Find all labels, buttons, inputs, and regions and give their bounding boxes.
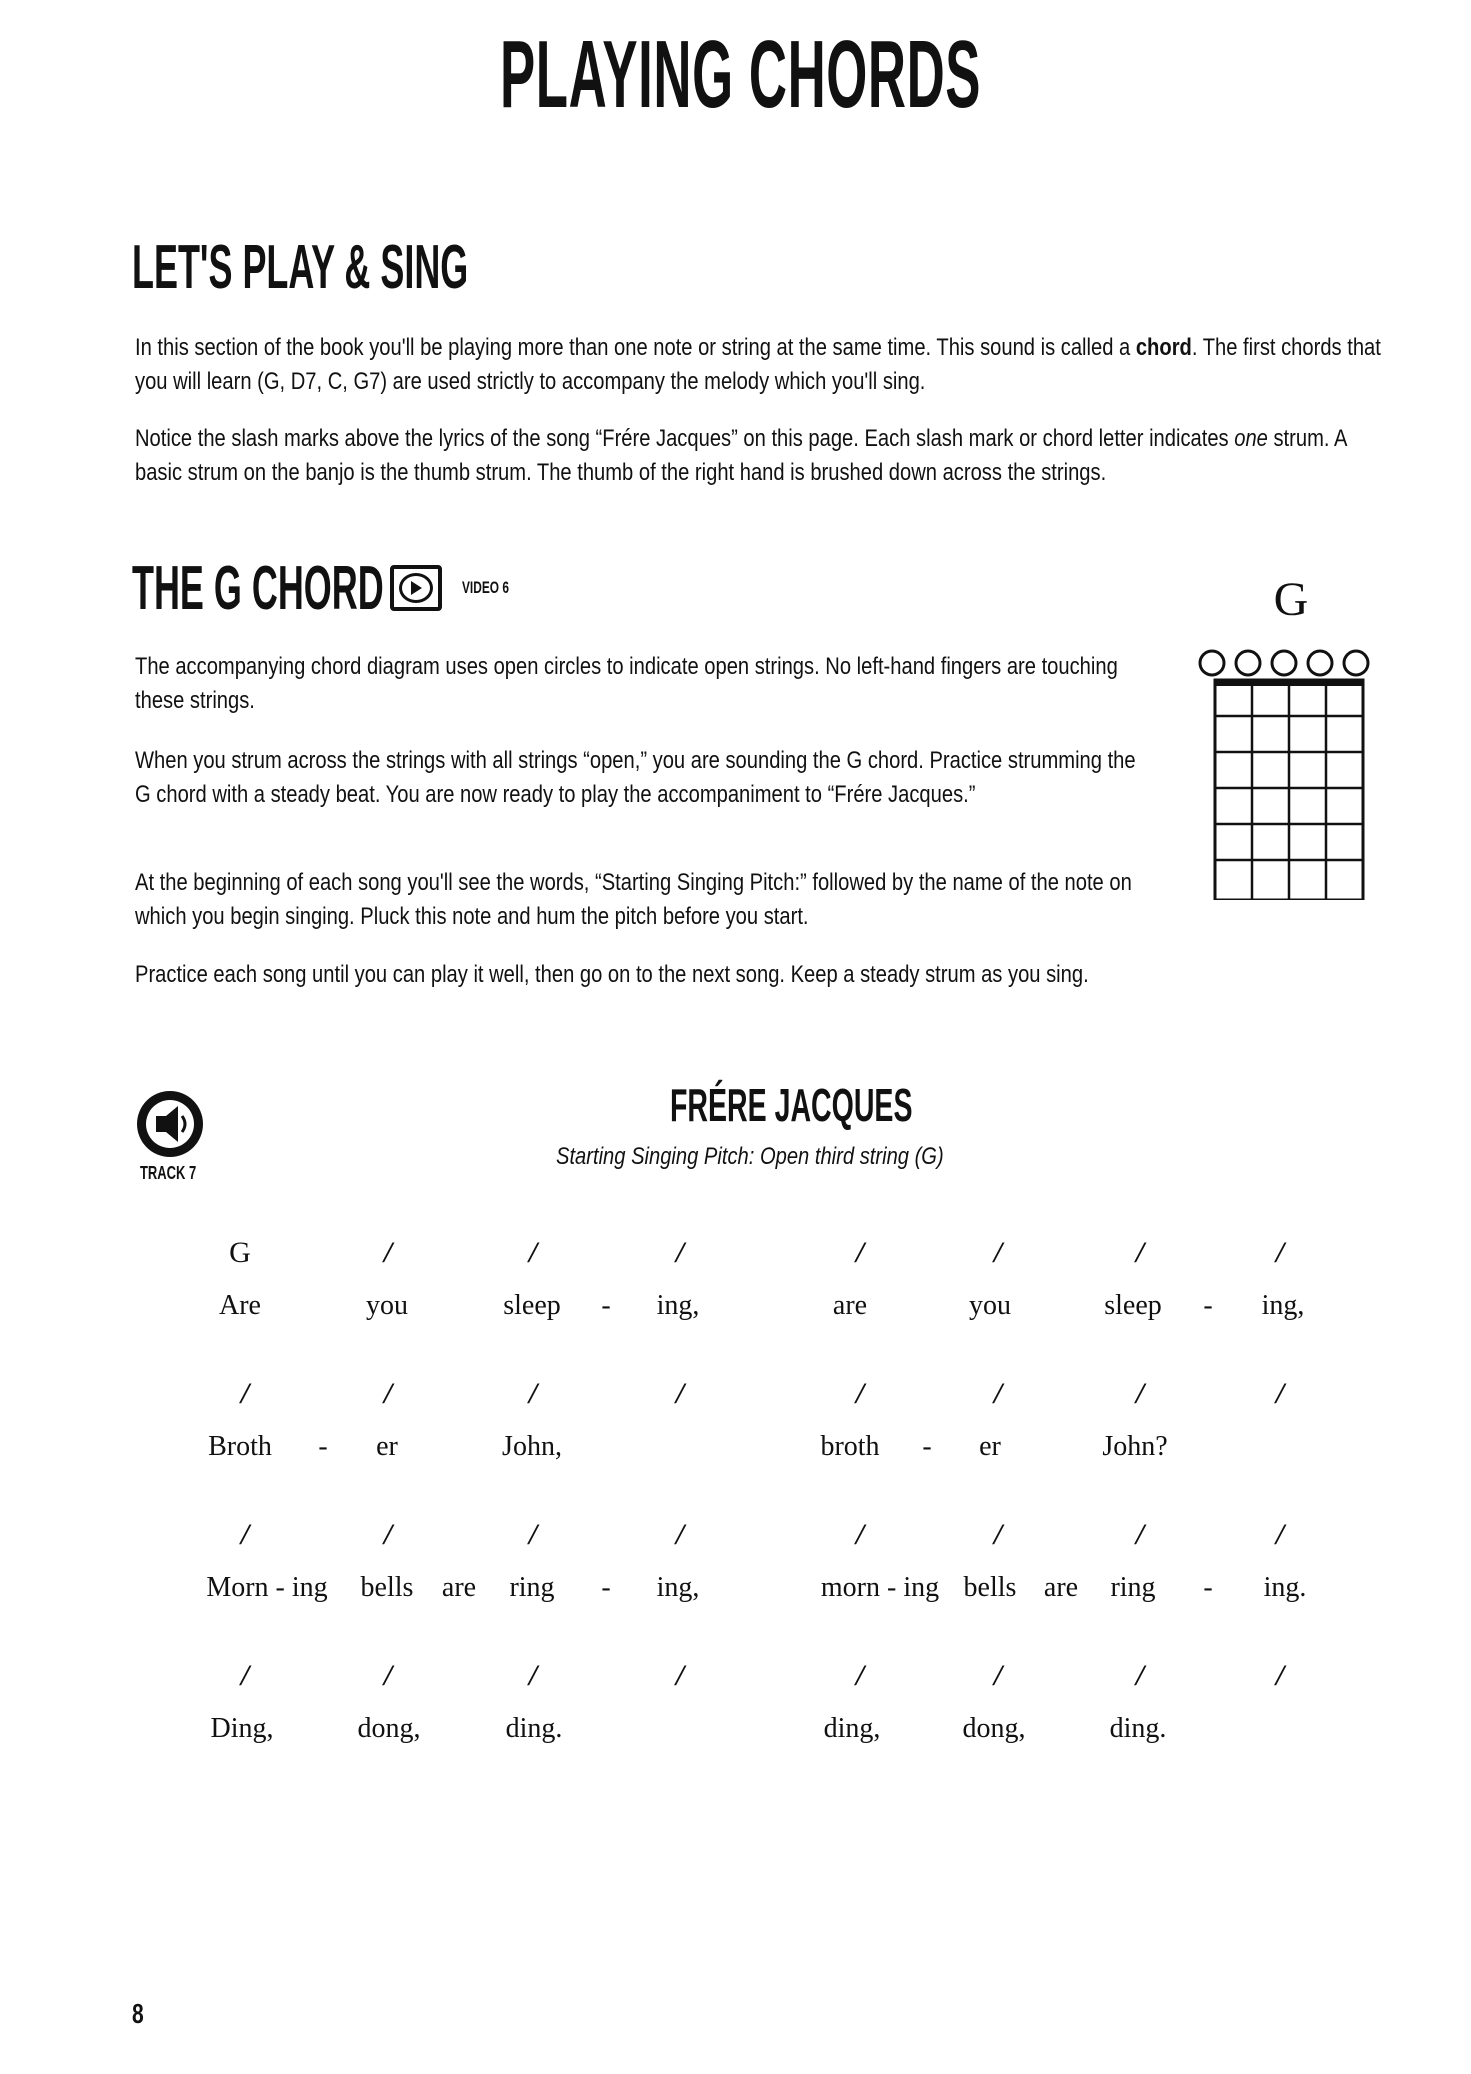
intro-text-1b: . The first chords that you will learn (G, D7, C, G7) are used strictly to accompany the melody which you'll sing. xyxy=(135,334,1381,395)
lyric-syllable: ing, xyxy=(656,1290,700,1321)
strum-mark: / xyxy=(240,1377,250,1410)
strum-mark: / xyxy=(993,1377,1003,1410)
intro-text-2b: strum. A basic strum on the banjo is the thumb strum. The thumb of the right hand is brushed down across the strings. xyxy=(135,425,1347,486)
lyric-syllable: Ding, xyxy=(210,1713,274,1744)
song-starting-pitch: Starting Singing Pitch: Open third string (G) xyxy=(556,1143,944,1170)
intro-paragraph-2 xyxy=(135,422,1395,490)
lyric-syllable: er xyxy=(979,1431,1001,1462)
lyric-syllable: ring xyxy=(1110,1572,1156,1603)
strum-mark: / xyxy=(855,1377,865,1410)
open-string-circle xyxy=(1308,651,1332,675)
strum-mark: / xyxy=(993,1518,1003,1551)
strum-mark: / xyxy=(528,1236,538,1269)
open-string-circle xyxy=(1200,651,1224,675)
lyric-syllable: bells xyxy=(360,1572,414,1603)
lyric-syllable: ding. xyxy=(1109,1713,1167,1744)
strum-mark: / xyxy=(383,1377,393,1410)
strum-mark: / xyxy=(528,1377,538,1410)
g-chord-text-2: When you strum across the strings with all strings “open,” you are sounding the G chord. Practice strumming the G chord with a steady beat. You are now ready to play the accompaniment to “Frére Jacques.” xyxy=(135,747,1136,808)
play-video-icon[interactable] xyxy=(390,565,442,611)
strum-mark: / xyxy=(528,1518,538,1551)
lyric-syllable: dong, xyxy=(357,1713,421,1744)
lyric-syllable: ding. xyxy=(505,1713,563,1744)
strum-mark: / xyxy=(1135,1659,1145,1692)
section-title-play-sing: LET'S PLAY & SING xyxy=(132,233,469,302)
lyric-syllable: Are xyxy=(219,1290,261,1321)
audio-speaker-icon[interactable] xyxy=(134,1088,206,1160)
strum-mark: / xyxy=(1135,1377,1145,1410)
open-string-circle xyxy=(1344,651,1368,675)
intro-text-chord-bold: chord xyxy=(1135,334,1192,361)
video-label: VIDEO 6 xyxy=(462,578,509,597)
section-title-g-chord: THE G CHORD xyxy=(132,554,384,623)
intro-text-one-italic: one xyxy=(1234,425,1268,452)
lyric-hyphen: - xyxy=(1203,1290,1213,1321)
strum-mark: / xyxy=(1275,1236,1285,1269)
lyric-syllable: ring xyxy=(509,1572,555,1603)
strum-mark: / xyxy=(1275,1659,1285,1692)
lyric-hyphen: - xyxy=(601,1290,611,1321)
lyric-syllable: ding, xyxy=(823,1713,881,1744)
lyric-syllable: broth xyxy=(820,1431,880,1462)
strum-mark: / xyxy=(993,1236,1003,1269)
strum-mark: / xyxy=(1275,1518,1285,1551)
g-chord-diagram xyxy=(1185,580,1385,900)
strum-mark: / xyxy=(993,1659,1003,1692)
lyric-hyphen: - xyxy=(1203,1572,1213,1603)
strum-mark: / xyxy=(1135,1236,1145,1269)
lyric-syllable: Broth xyxy=(208,1431,272,1462)
g-chord-text-1: The accompanying chord diagram uses open circles to indicate open strings. No left-hand fingers are touching these strings. xyxy=(135,653,1118,714)
strum-mark: / xyxy=(240,1518,250,1551)
g-chord-paragraph-4 xyxy=(135,958,1375,992)
lyric-syllable: ing. xyxy=(1263,1572,1307,1603)
strum-mark: / xyxy=(1135,1518,1145,1551)
lyric-syllable: dong, xyxy=(962,1713,1026,1744)
page-title: PLAYING CHORDS xyxy=(500,21,982,128)
lyric-syllable: morn - ing xyxy=(820,1572,940,1603)
intro-text-1a: In this section of the book you'll be playing more than one note or string at the same time. This sound is called a xyxy=(135,334,1136,361)
g-chord-text-3: At the beginning of each song you'll see the words, “Starting Singing Pitch:” followed by the name of the note on which you begin singing. Pluck this note and hum the pitch before you start. xyxy=(135,869,1132,930)
g-chord-paragraph-2 xyxy=(135,744,1145,812)
fretboard-grid xyxy=(1215,680,1363,900)
intro-paragraph-1 xyxy=(135,331,1395,399)
g-chord-paragraph-3 xyxy=(135,866,1145,934)
open-string-circles xyxy=(1200,651,1368,675)
lyric-hyphen: - xyxy=(601,1572,611,1603)
lyric-syllable: sleep xyxy=(503,1290,561,1321)
strum-mark: / xyxy=(675,1659,685,1692)
lyric-syllable: er xyxy=(376,1431,398,1462)
strum-mark: / xyxy=(528,1659,538,1692)
lyric-syllable: you xyxy=(969,1290,1011,1321)
page-number: 8 xyxy=(132,1998,144,2029)
strum-mark: / xyxy=(855,1236,865,1269)
lyric-syllable: are xyxy=(1043,1572,1079,1603)
strum-mark: / xyxy=(675,1377,685,1410)
lyric-hyphen: - xyxy=(922,1431,932,1462)
chord-mark: G xyxy=(229,1236,251,1269)
g-chord-text-4: Practice each song until you can play it well, then go on to the next song. Keep a steady strum as you sing. xyxy=(135,961,1089,988)
track-label: TRACK 7 xyxy=(140,1163,197,1183)
lyric-syllable: ing, xyxy=(1261,1290,1305,1321)
strum-mark: / xyxy=(383,1659,393,1692)
strum-mark: / xyxy=(240,1659,250,1692)
open-string-circle xyxy=(1236,651,1260,675)
lyric-syllable: sleep xyxy=(1104,1290,1162,1321)
strum-mark: / xyxy=(675,1518,685,1551)
strum-mark: / xyxy=(855,1659,865,1692)
lyric-syllable: ing, xyxy=(656,1572,700,1603)
strum-mark: / xyxy=(855,1518,865,1551)
lyric-syllable: are xyxy=(832,1290,868,1321)
lyric-syllable: you xyxy=(366,1290,408,1321)
lyric-syllable: bells xyxy=(963,1572,1017,1603)
lyric-syllable: John, xyxy=(502,1431,562,1462)
song-title: FRÉRE JACQUES xyxy=(670,1079,913,1131)
lyric-hyphen: - xyxy=(318,1431,328,1462)
lyric-syllable: Morn - ing xyxy=(206,1572,328,1603)
open-string-circle xyxy=(1272,651,1296,675)
strum-mark: / xyxy=(383,1236,393,1269)
strum-mark: / xyxy=(1275,1377,1285,1410)
strum-mark: / xyxy=(383,1518,393,1551)
chord-diagram-name: G xyxy=(1273,580,1309,626)
strum-mark: / xyxy=(675,1236,685,1269)
g-chord-paragraph-1 xyxy=(135,650,1145,718)
play-circle-icon xyxy=(399,573,433,603)
lyric-syllable: are xyxy=(441,1572,477,1603)
lyric-syllable: John? xyxy=(1102,1431,1168,1462)
intro-text-2a: Notice the slash marks above the lyrics of the song “Frére Jacques” on this page. Each slash mark or chord letter indicates xyxy=(135,425,1235,452)
